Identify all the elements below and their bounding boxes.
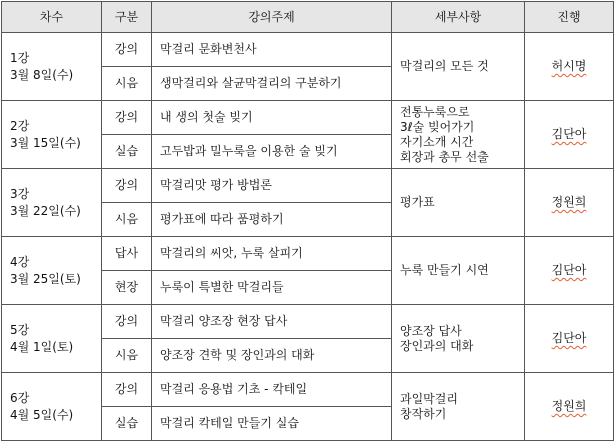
table-row (2, 101, 614, 135)
topic-cell: 막걸리의 씨앗, 누룩 살피기 (152, 237, 392, 271)
session-number: 3강 (10, 186, 30, 201)
detail-line: 장인과의 대화 (400, 338, 474, 353)
session-cell (2, 33, 102, 101)
detail-line: 과일막걸리 (400, 391, 458, 406)
type-cell: 강의 (102, 101, 152, 135)
session-number: 1강 (10, 50, 30, 65)
topic-cell: 막걸리 양조장 현장 답사 (152, 305, 392, 339)
topic-cell: 생막걸리와 살균막걸리의 구분하기 (152, 67, 392, 101)
topic-cell: 내 생의 첫술 빚기 (152, 101, 392, 135)
detail-cell (392, 305, 525, 373)
type-cell: 시음 (102, 67, 152, 101)
header-row (2, 2, 614, 33)
session-date: 3월 25일(토) (10, 271, 81, 286)
detail-line: 3ℓ술 빚어가기 (400, 119, 475, 134)
session-date: 4월 1일(토) (10, 339, 74, 354)
topic-cell: 양조장 견학 및 장인과의 대화 (152, 339, 392, 373)
detail-cell (392, 373, 525, 441)
session-number: 4강 (10, 254, 30, 269)
session-cell (2, 305, 102, 373)
instructor-cell (525, 305, 614, 373)
instructor-cell (525, 373, 614, 441)
header-topic: 강의주제 (152, 2, 392, 33)
topic-cell: 막걸리 칵테일 만들기 실습 (152, 407, 392, 441)
instructor-cell (525, 237, 614, 305)
table-row (2, 169, 614, 203)
schedule-body (2, 33, 614, 441)
table-row (2, 373, 614, 407)
session-date: 4월 5일(수) (10, 407, 74, 422)
session-date: 3월 22일(수) (10, 203, 81, 218)
instructor-name: 정원희 (551, 195, 587, 209)
topic-cell: 누룩이 특별한 막걸리들 (152, 271, 392, 305)
instructor-cell (525, 101, 614, 169)
session-number: 6강 (10, 390, 30, 405)
session-date: 3월 15일(수) (10, 135, 81, 150)
type-cell: 강의 (102, 373, 152, 407)
instructor-cell (525, 169, 614, 237)
type-cell: 시음 (102, 339, 152, 373)
detail-cell (392, 237, 525, 305)
instructor-name: 허시명 (551, 59, 587, 73)
detail-line: 막걸리의 모든 것 (400, 59, 489, 73)
detail-line: 전통누룩으로 (400, 104, 470, 119)
lecture-schedule-table (1, 1, 614, 441)
detail-line: 회장과 총무 선출 (400, 149, 489, 164)
session-cell (2, 237, 102, 305)
topic-cell: 막걸리 문화변천사 (152, 33, 392, 67)
header-detail: 세부사항 (392, 2, 525, 33)
detail-line: 양조장 답사 (400, 323, 462, 338)
header-instructor: 진행 (525, 2, 614, 33)
table-row (2, 237, 614, 271)
detail-cell (392, 101, 525, 169)
type-cell: 강의 (102, 33, 152, 67)
topic-cell: 고두밥과 밀누룩을 이용한 술 빚기 (152, 135, 392, 169)
instructor-name: 김단아 (551, 263, 587, 277)
topic-cell: 막걸리맛 평가 방법론 (152, 169, 392, 203)
header-type: 구분 (102, 2, 152, 33)
type-cell: 현장 (102, 271, 152, 305)
instructor-cell (525, 33, 614, 101)
type-cell: 실습 (102, 407, 152, 441)
table-row (2, 305, 614, 339)
detail-cell (392, 169, 525, 237)
type-cell: 답사 (102, 237, 152, 271)
instructor-name: 정원희 (551, 399, 587, 413)
detail-cell (392, 33, 525, 101)
type-cell: 실습 (102, 135, 152, 169)
topic-cell: 막걸리 응용법 기초 - 칵테일 (152, 373, 392, 407)
session-date: 3월 8일(수) (10, 67, 74, 82)
topic-cell: 평가표에 따라 품평하기 (152, 203, 392, 237)
instructor-name: 김단아 (551, 331, 587, 345)
session-number: 5강 (10, 322, 30, 337)
session-cell (2, 169, 102, 237)
detail-line: 창작하기 (400, 406, 447, 421)
session-cell (2, 101, 102, 169)
instructor-name: 김단아 (551, 127, 587, 141)
type-cell: 시음 (102, 203, 152, 237)
detail-line: 평가표 (400, 195, 435, 209)
session-cell (2, 373, 102, 441)
detail-line: 누룩 만들기 시연 (400, 263, 489, 277)
detail-line: 자기소개 시간 (400, 134, 474, 149)
type-cell: 강의 (102, 305, 152, 339)
table-row (2, 33, 614, 67)
session-number: 2강 (10, 118, 30, 133)
type-cell: 강의 (102, 169, 152, 203)
header-session: 차수 (2, 2, 102, 33)
